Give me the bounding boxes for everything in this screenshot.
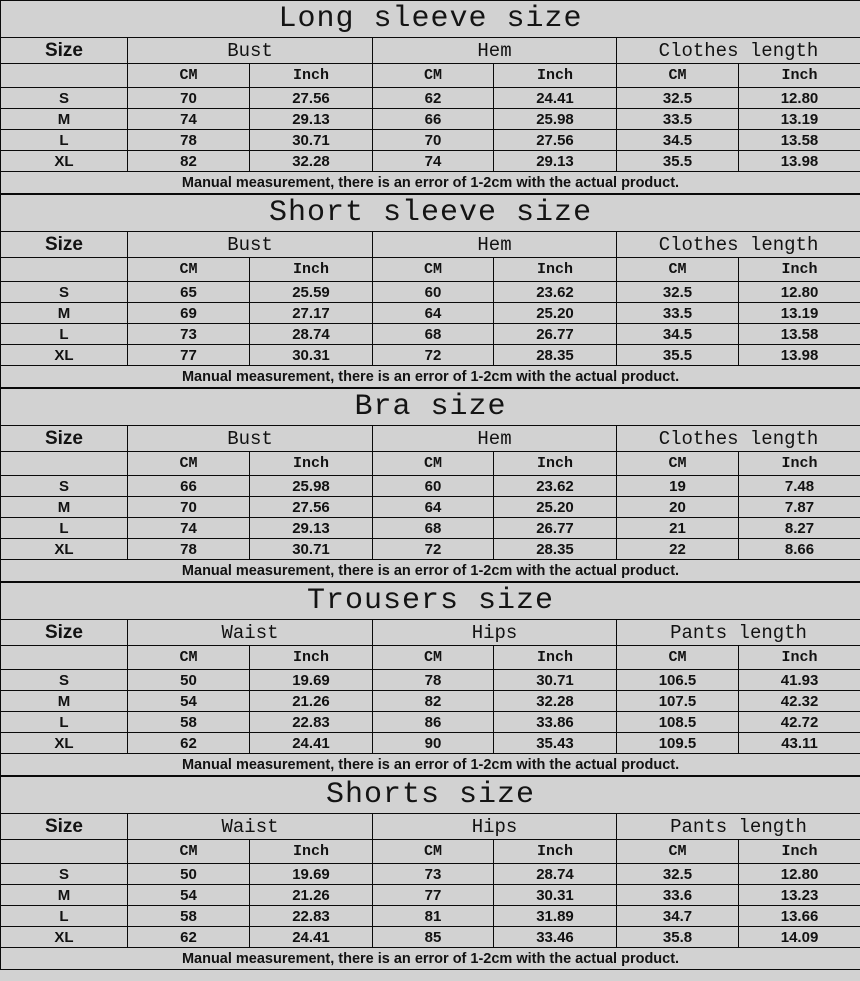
unit-header-inch: Inch — [494, 258, 617, 282]
value-cell: 33.5 — [617, 303, 739, 324]
value-cell: 23.62 — [494, 282, 617, 303]
value-cell: 28.74 — [250, 324, 373, 345]
unit-header-cm: CM — [373, 258, 494, 282]
value-cell: 72 — [373, 345, 494, 366]
value-cell: 54 — [128, 885, 250, 906]
value-cell: 20 — [617, 497, 739, 518]
size-cell: S — [1, 88, 128, 109]
unit-header-inch: Inch — [739, 64, 860, 88]
value-cell: 74 — [128, 518, 250, 539]
size-cell: S — [1, 282, 128, 303]
table-title: Trousers size — [1, 583, 860, 620]
value-cell: 73 — [373, 864, 494, 885]
value-cell: 22 — [617, 539, 739, 560]
value-cell: 8.66 — [739, 539, 860, 560]
table-row — [1, 282, 860, 303]
unit-header-cm: CM — [128, 452, 250, 476]
footer-note: Manual measurement, there is an error of 1-2cm with the actual product. — [1, 948, 860, 970]
size-table-trousers — [0, 582, 860, 776]
value-cell: 12.80 — [739, 88, 860, 109]
size-cell: S — [1, 864, 128, 885]
empty-cell — [1, 258, 128, 282]
value-cell: 86 — [373, 712, 494, 733]
value-cell: 107.5 — [617, 691, 739, 712]
size-column-header: Size — [1, 38, 128, 64]
value-cell: 30.31 — [250, 345, 373, 366]
table-row — [1, 109, 860, 130]
value-cell: 19.69 — [250, 670, 373, 691]
value-cell: 19.69 — [250, 864, 373, 885]
group-header-bust: Bust — [128, 38, 373, 64]
empty-cell — [1, 840, 128, 864]
table-row — [1, 151, 860, 172]
unit-header-cm: CM — [617, 258, 739, 282]
unit-header-inch: Inch — [250, 840, 373, 864]
value-cell: 30.71 — [250, 539, 373, 560]
table-title: Shorts size — [1, 777, 860, 814]
value-cell: 27.56 — [494, 130, 617, 151]
size-cell: M — [1, 497, 128, 518]
size-cell: XL — [1, 151, 128, 172]
value-cell: 81 — [373, 906, 494, 927]
size-cell: XL — [1, 345, 128, 366]
unit-header-inch: Inch — [739, 258, 860, 282]
table-row — [1, 476, 860, 497]
table-row — [1, 88, 860, 109]
table-row — [1, 864, 860, 885]
value-cell: 24.41 — [494, 88, 617, 109]
value-cell: 24.41 — [250, 927, 373, 948]
unit-header-inch: Inch — [739, 452, 860, 476]
value-cell: 68 — [373, 324, 494, 345]
value-cell: 14.09 — [739, 927, 860, 948]
value-cell: 13.19 — [739, 303, 860, 324]
group-header-hem: Hem — [373, 38, 617, 64]
size-table-short-sleeve — [0, 194, 860, 388]
value-cell: 78 — [373, 670, 494, 691]
value-cell: 29.13 — [250, 109, 373, 130]
value-cell: 108.5 — [617, 712, 739, 733]
value-cell: 78 — [128, 539, 250, 560]
value-cell: 69 — [128, 303, 250, 324]
value-cell: 13.98 — [739, 151, 860, 172]
unit-header-cm: CM — [128, 840, 250, 864]
footer-note: Manual measurement, there is an error of 1-2cm with the actual product. — [1, 754, 860, 776]
group-header-pants-length: Pants length — [617, 620, 860, 646]
value-cell: 50 — [128, 864, 250, 885]
value-cell: 8.27 — [739, 518, 860, 539]
footer-note: Manual measurement, there is an error of 1-2cm with the actual product. — [1, 172, 860, 194]
table-row — [1, 691, 860, 712]
value-cell: 32.5 — [617, 282, 739, 303]
size-cell: S — [1, 670, 128, 691]
size-cell: M — [1, 303, 128, 324]
value-cell: 34.5 — [617, 324, 739, 345]
value-cell: 21.26 — [250, 885, 373, 906]
value-cell: 28.35 — [494, 345, 617, 366]
value-cell: 13.98 — [739, 345, 860, 366]
value-cell: 12.80 — [739, 864, 860, 885]
size-column-header: Size — [1, 814, 128, 840]
group-header-hips: Hips — [373, 620, 617, 646]
value-cell: 7.87 — [739, 497, 860, 518]
size-table-bra — [0, 388, 860, 582]
unit-header-inch: Inch — [494, 646, 617, 670]
group-header-waist: Waist — [128, 814, 373, 840]
empty-cell — [1, 646, 128, 670]
table-row — [1, 303, 860, 324]
unit-header-cm: CM — [373, 452, 494, 476]
value-cell: 25.20 — [494, 497, 617, 518]
table-title: Short sleeve size — [1, 195, 860, 232]
value-cell: 60 — [373, 476, 494, 497]
value-cell: 70 — [373, 130, 494, 151]
value-cell: 13.19 — [739, 109, 860, 130]
size-cell: M — [1, 691, 128, 712]
value-cell: 19 — [617, 476, 739, 497]
unit-header-cm: CM — [617, 840, 739, 864]
empty-cell — [1, 452, 128, 476]
value-cell: 22.83 — [250, 906, 373, 927]
unit-header-inch: Inch — [494, 452, 617, 476]
value-cell: 12.80 — [739, 282, 860, 303]
value-cell: 42.32 — [739, 691, 860, 712]
group-header-bust: Bust — [128, 232, 373, 258]
size-cell: L — [1, 712, 128, 733]
table-row — [1, 670, 860, 691]
footer-note: Manual measurement, there is an error of 1-2cm with the actual product. — [1, 366, 860, 388]
unit-header-cm: CM — [128, 64, 250, 88]
size-cell: XL — [1, 927, 128, 948]
value-cell: 64 — [373, 497, 494, 518]
unit-header-inch: Inch — [250, 452, 373, 476]
unit-header-cm: CM — [373, 64, 494, 88]
value-cell: 109.5 — [617, 733, 739, 754]
value-cell: 74 — [373, 151, 494, 172]
value-cell: 77 — [128, 345, 250, 366]
value-cell: 82 — [128, 151, 250, 172]
table-row — [1, 345, 860, 366]
value-cell: 27.17 — [250, 303, 373, 324]
value-cell: 35.5 — [617, 151, 739, 172]
group-header-pants-length: Pants length — [617, 814, 860, 840]
value-cell: 62 — [373, 88, 494, 109]
value-cell: 32.5 — [617, 864, 739, 885]
value-cell: 73 — [128, 324, 250, 345]
table-row — [1, 733, 860, 754]
value-cell: 68 — [373, 518, 494, 539]
unit-header-cm: CM — [373, 840, 494, 864]
table-row — [1, 324, 860, 345]
group-header-hips: Hips — [373, 814, 617, 840]
unit-header-cm: CM — [128, 646, 250, 670]
value-cell: 13.23 — [739, 885, 860, 906]
value-cell: 25.59 — [250, 282, 373, 303]
group-header-waist: Waist — [128, 620, 373, 646]
value-cell: 13.58 — [739, 130, 860, 151]
table-row — [1, 712, 860, 733]
group-header-clothes-length: Clothes length — [617, 38, 860, 64]
value-cell: 26.77 — [494, 518, 617, 539]
value-cell: 35.43 — [494, 733, 617, 754]
table-row — [1, 497, 860, 518]
value-cell: 30.31 — [494, 885, 617, 906]
value-cell: 82 — [373, 691, 494, 712]
table-title: Long sleeve size — [1, 1, 860, 38]
group-header-hem: Hem — [373, 426, 617, 452]
size-cell: L — [1, 130, 128, 151]
value-cell: 66 — [373, 109, 494, 130]
value-cell: 77 — [373, 885, 494, 906]
value-cell: 62 — [128, 733, 250, 754]
value-cell: 85 — [373, 927, 494, 948]
value-cell: 32.28 — [494, 691, 617, 712]
unit-header-cm: CM — [617, 452, 739, 476]
value-cell: 32.5 — [617, 88, 739, 109]
value-cell: 23.62 — [494, 476, 617, 497]
value-cell: 27.56 — [250, 88, 373, 109]
value-cell: 33.5 — [617, 109, 739, 130]
value-cell: 22.83 — [250, 712, 373, 733]
value-cell: 64 — [373, 303, 494, 324]
value-cell: 60 — [373, 282, 494, 303]
value-cell: 7.48 — [739, 476, 860, 497]
size-column-header: Size — [1, 232, 128, 258]
table-row — [1, 927, 860, 948]
value-cell: 66 — [128, 476, 250, 497]
value-cell: 32.28 — [250, 151, 373, 172]
value-cell: 74 — [128, 109, 250, 130]
size-cell: L — [1, 906, 128, 927]
empty-cell — [1, 64, 128, 88]
value-cell: 24.41 — [250, 733, 373, 754]
table-row — [1, 539, 860, 560]
value-cell: 28.35 — [494, 539, 617, 560]
value-cell: 65 — [128, 282, 250, 303]
unit-header-inch: Inch — [739, 840, 860, 864]
value-cell: 21.26 — [250, 691, 373, 712]
value-cell: 25.20 — [494, 303, 617, 324]
table-row — [1, 518, 860, 539]
value-cell: 28.74 — [494, 864, 617, 885]
value-cell: 58 — [128, 712, 250, 733]
unit-header-cm: CM — [373, 646, 494, 670]
value-cell: 70 — [128, 88, 250, 109]
size-cell: M — [1, 109, 128, 130]
value-cell: 106.5 — [617, 670, 739, 691]
value-cell: 35.8 — [617, 927, 739, 948]
value-cell: 25.98 — [494, 109, 617, 130]
group-header-hem: Hem — [373, 232, 617, 258]
unit-header-cm: CM — [128, 258, 250, 282]
value-cell: 29.13 — [494, 151, 617, 172]
table-row — [1, 906, 860, 927]
value-cell: 54 — [128, 691, 250, 712]
value-cell: 31.89 — [494, 906, 617, 927]
value-cell: 34.5 — [617, 130, 739, 151]
size-cell: XL — [1, 539, 128, 560]
value-cell: 41.93 — [739, 670, 860, 691]
size-column-header: Size — [1, 620, 128, 646]
value-cell: 30.71 — [494, 670, 617, 691]
value-cell: 72 — [373, 539, 494, 560]
group-header-bust: Bust — [128, 426, 373, 452]
value-cell: 43.11 — [739, 733, 860, 754]
unit-header-cm: CM — [617, 646, 739, 670]
size-cell: S — [1, 476, 128, 497]
value-cell: 33.46 — [494, 927, 617, 948]
table-row — [1, 130, 860, 151]
value-cell: 21 — [617, 518, 739, 539]
value-cell: 33.86 — [494, 712, 617, 733]
size-table-long-sleeve — [0, 0, 860, 194]
value-cell: 27.56 — [250, 497, 373, 518]
unit-header-inch: Inch — [494, 840, 617, 864]
value-cell: 42.72 — [739, 712, 860, 733]
footer-note: Manual measurement, there is an error of 1-2cm with the actual product. — [1, 560, 860, 582]
table-title: Bra size — [1, 389, 860, 426]
value-cell: 58 — [128, 906, 250, 927]
unit-header-inch: Inch — [250, 646, 373, 670]
unit-header-inch: Inch — [250, 258, 373, 282]
value-cell: 30.71 — [250, 130, 373, 151]
table-row — [1, 885, 860, 906]
unit-header-inch: Inch — [494, 64, 617, 88]
unit-header-cm: CM — [617, 64, 739, 88]
value-cell: 90 — [373, 733, 494, 754]
value-cell: 13.66 — [739, 906, 860, 927]
size-cell: L — [1, 518, 128, 539]
value-cell: 33.6 — [617, 885, 739, 906]
value-cell: 50 — [128, 670, 250, 691]
group-header-clothes-length: Clothes length — [617, 232, 860, 258]
value-cell: 26.77 — [494, 324, 617, 345]
size-table-shorts — [0, 776, 860, 970]
value-cell: 34.7 — [617, 906, 739, 927]
value-cell: 13.58 — [739, 324, 860, 345]
value-cell: 78 — [128, 130, 250, 151]
value-cell: 62 — [128, 927, 250, 948]
value-cell: 25.98 — [250, 476, 373, 497]
unit-header-inch: Inch — [250, 64, 373, 88]
group-header-clothes-length: Clothes length — [617, 426, 860, 452]
value-cell: 70 — [128, 497, 250, 518]
value-cell: 35.5 — [617, 345, 739, 366]
value-cell: 29.13 — [250, 518, 373, 539]
size-cell: M — [1, 885, 128, 906]
size-cell: L — [1, 324, 128, 345]
unit-header-inch: Inch — [739, 646, 860, 670]
size-cell: XL — [1, 733, 128, 754]
size-column-header: Size — [1, 426, 128, 452]
